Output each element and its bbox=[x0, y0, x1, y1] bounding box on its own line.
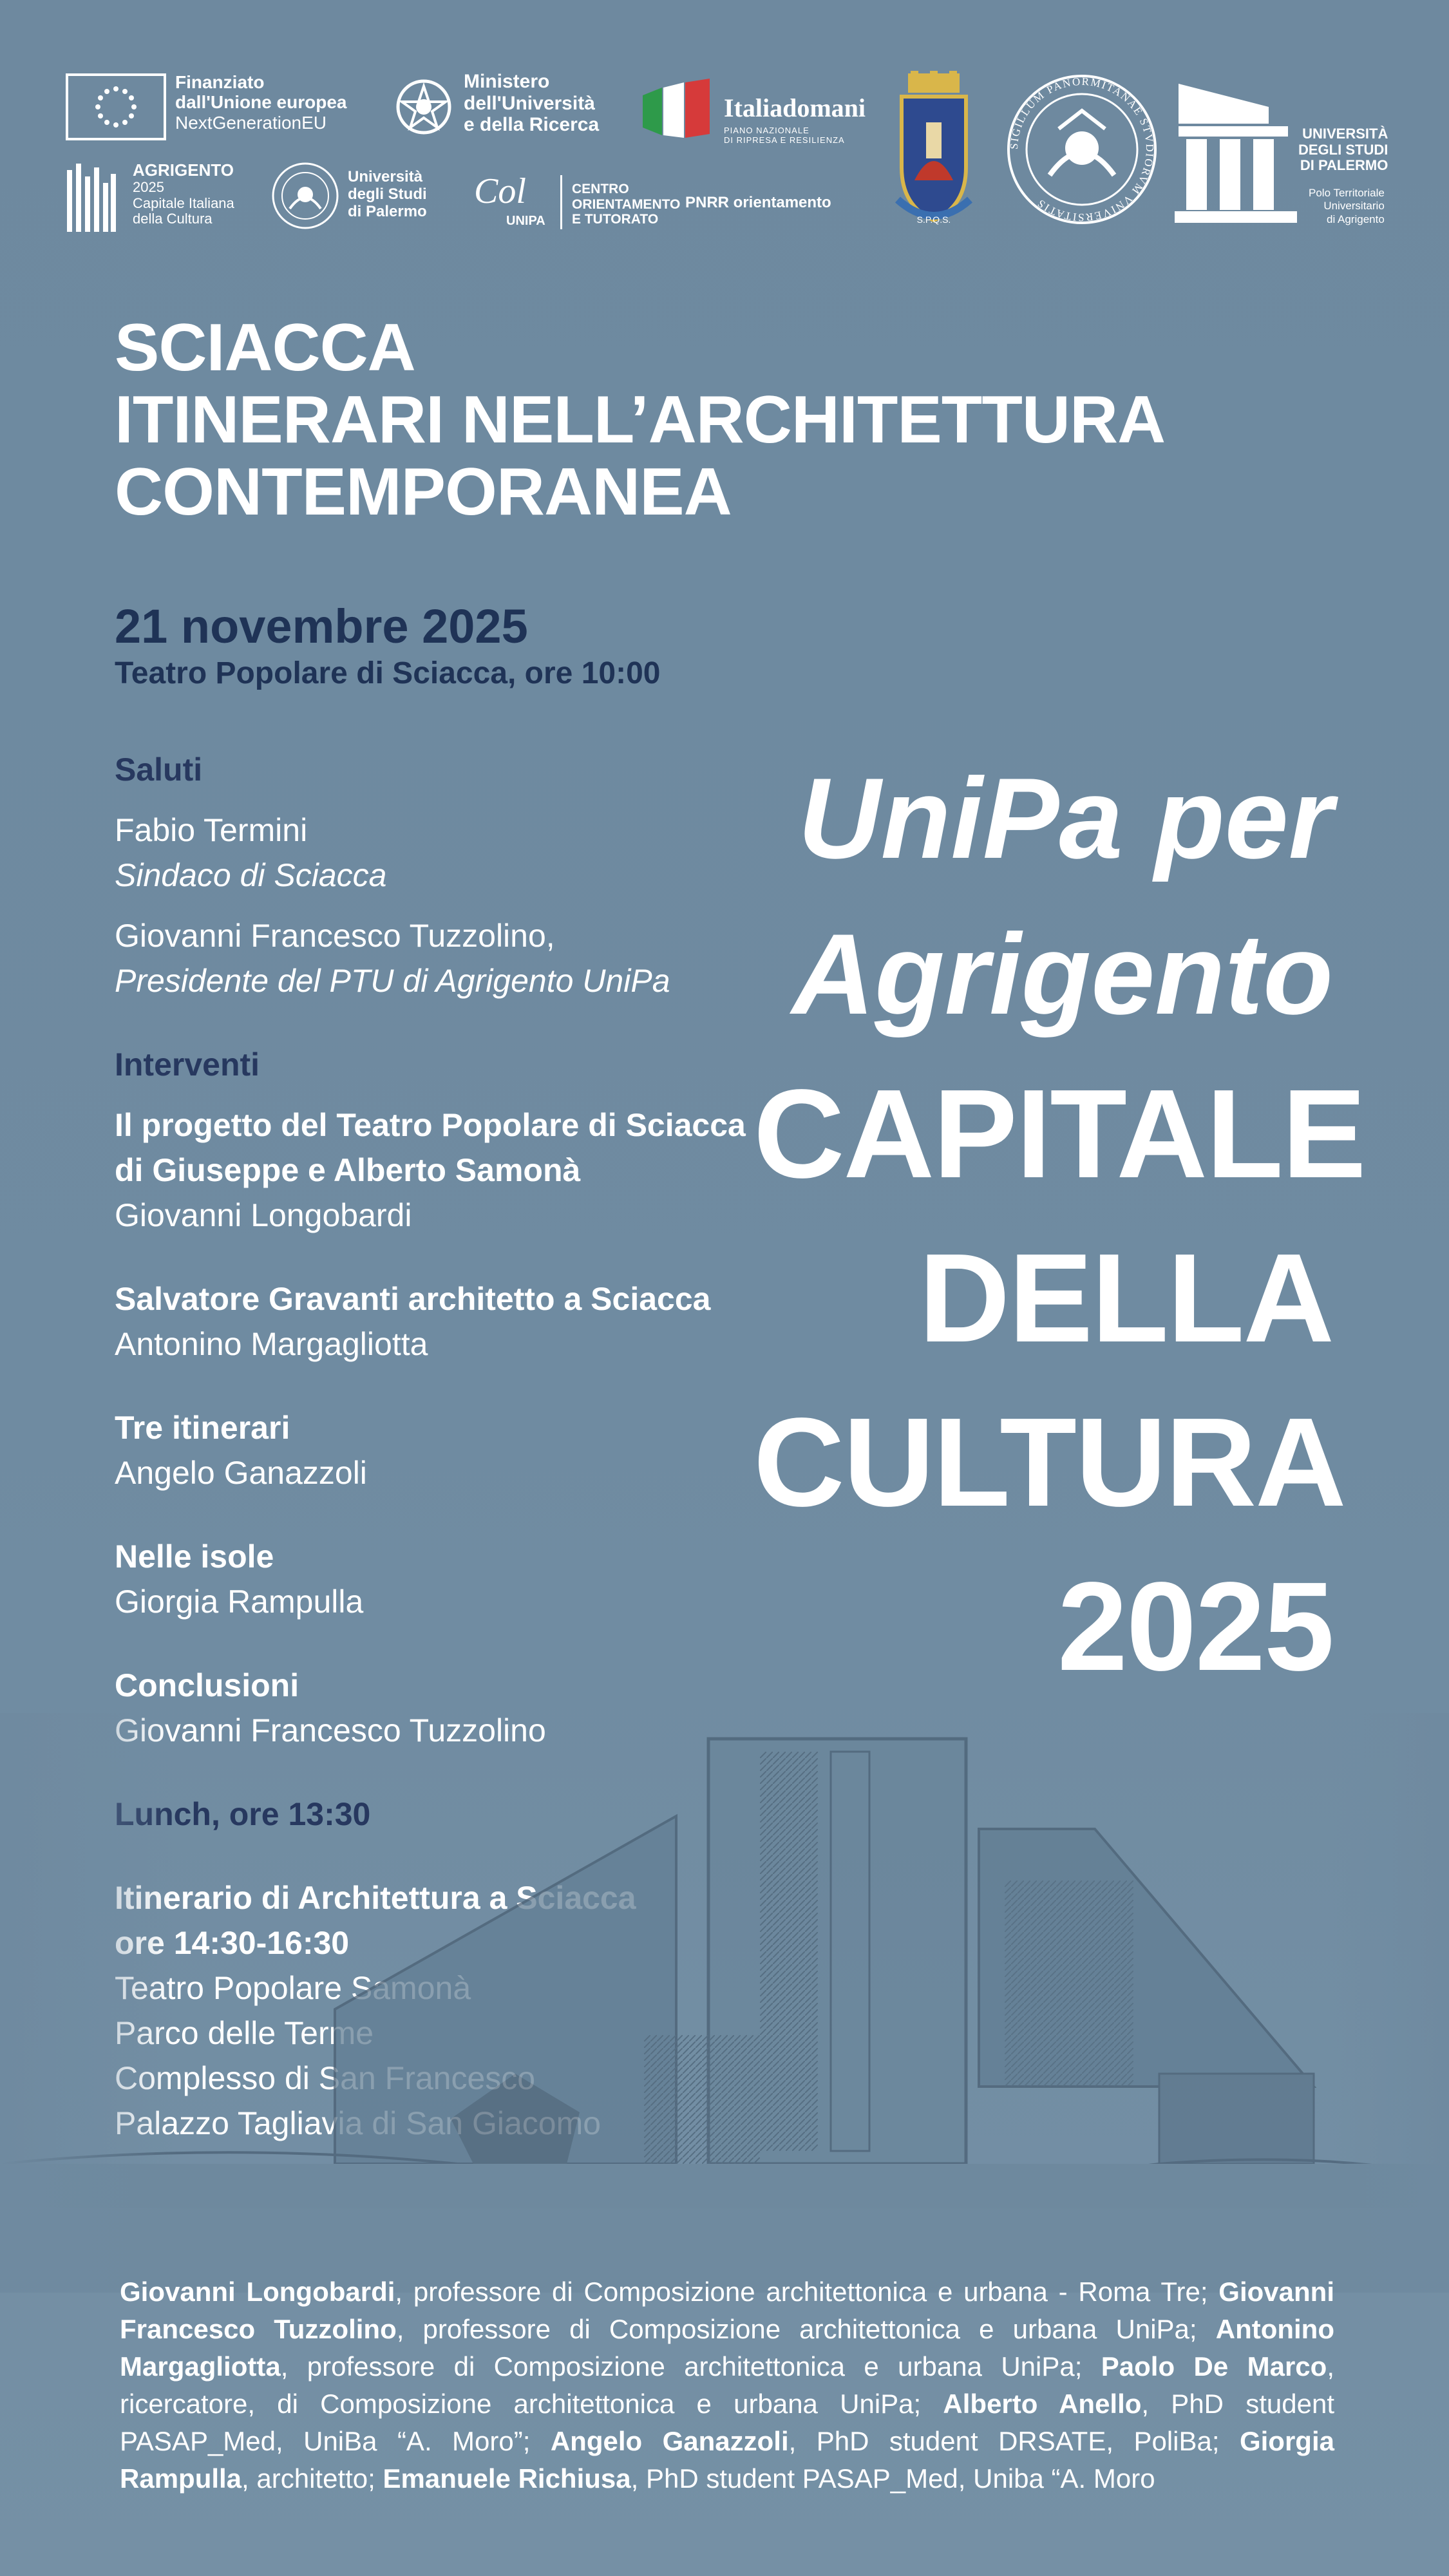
title-line-1: SCIACCA bbox=[115, 310, 415, 385]
agrigento-logo-text bbox=[133, 161, 234, 227]
unipa-sub3: di Agrigento bbox=[1327, 213, 1385, 225]
italiadomani-name: Italiadomani bbox=[724, 93, 866, 122]
headline-line-4: DELLA bbox=[918, 1227, 1333, 1368]
talk-title-cont: di Giuseppe e Alberto Samonà bbox=[115, 1152, 581, 1188]
headline-line-3: CAPITALE bbox=[753, 1063, 1365, 1205]
talk-title: Tre itinerari bbox=[115, 1410, 290, 1446]
pnrr-orientamento-label: PNRR orientamento bbox=[685, 194, 831, 211]
credit-name: Giovanni Francesco Tuzzolino bbox=[120, 2277, 1334, 2344]
sciacca-crest-icon bbox=[889, 71, 979, 232]
col-right1: CENTRO bbox=[572, 182, 629, 196]
credit-desc: , ricercatore, di Composizione architettonica e urbana UniPa; bbox=[120, 2351, 1334, 2419]
col-logo-text bbox=[572, 182, 680, 227]
saluti-role: Sindaco di Sciacca bbox=[115, 857, 387, 893]
italian-emblem-icon bbox=[394, 73, 453, 139]
crest-label: S.P.Q.S. bbox=[916, 214, 951, 225]
eu-flag-icon bbox=[66, 73, 166, 140]
col-logo-mark: Col bbox=[474, 171, 526, 211]
headline-line-1: UniPa per bbox=[798, 754, 1333, 882]
talk-speaker: Giorgia Rampulla bbox=[115, 1584, 364, 1620]
unipa-logo-subtitle bbox=[1309, 187, 1385, 226]
unipa-sub2: Universitario bbox=[1323, 200, 1385, 213]
saluti-role: Presidente del PTU di Agrigento UniPa bbox=[115, 963, 670, 999]
italiadomani-sub1: PIANO NAZIONALE bbox=[724, 126, 810, 135]
capitale-headline bbox=[753, 741, 1365, 1709]
credit-name: Giorgia Rampulla bbox=[120, 2425, 1334, 2494]
credit-name: Antonino Margagliotta bbox=[120, 2313, 1334, 2382]
saluti-heading: Saluti bbox=[115, 752, 203, 788]
saluti-name: Fabio Termini bbox=[115, 812, 308, 848]
talk-speaker: Angelo Ganazzoli bbox=[115, 1455, 367, 1491]
unipa-small-seal-icon bbox=[270, 161, 340, 231]
ministry-logo-text bbox=[464, 71, 599, 136]
theatre-sketch-illustration bbox=[0, 1713, 1449, 2293]
saluti-name: Giovanni Francesco Tuzzolino, bbox=[115, 918, 555, 954]
eu-line2: dall'Unione europea bbox=[175, 92, 347, 113]
university-seal-icon bbox=[1005, 72, 1159, 227]
unipa-small-logo-text bbox=[348, 169, 427, 221]
ministry-line2: dell'Università bbox=[464, 92, 595, 114]
col-right3: E TUTORATO bbox=[572, 212, 659, 227]
unipa-temple-icon bbox=[1172, 72, 1301, 227]
unipa-line1: UNIVERSITÀ bbox=[1302, 126, 1388, 142]
speaker-credits bbox=[120, 2273, 1334, 2497]
unipa-logo-text bbox=[1298, 126, 1388, 174]
credit-desc: , professore di Composizione architettonica e urbana UniPa; bbox=[280, 2351, 1101, 2382]
credit-desc: , professore di Composizione architettonica e urbana UniPa; bbox=[396, 2313, 1216, 2344]
headline-line-2: Agrigento bbox=[791, 910, 1333, 1039]
logo-strip bbox=[0, 0, 1449, 258]
talk-speaker: Antonino Margagliotta bbox=[115, 1326, 428, 1362]
title-line-2: ITINERARI NELL’ARCHITETTURA bbox=[115, 383, 1166, 457]
agrigento-2025-mark-icon bbox=[67, 164, 116, 232]
talk-title: Nelle isole bbox=[115, 1539, 274, 1575]
talk-title: Salvatore Gravanti architetto a Sciacca bbox=[115, 1281, 711, 1317]
italiadomani-subtitle bbox=[724, 126, 845, 145]
eu-line1: Finanziato bbox=[175, 72, 265, 92]
italiadomani-flag-icon bbox=[638, 76, 715, 140]
col-logo-sub: UNIPA bbox=[506, 214, 545, 228]
headline-line-6: 2025 bbox=[1057, 1555, 1333, 1697]
credit-name: Paolo De Marco bbox=[1101, 2351, 1327, 2382]
interventi-heading: Interventi bbox=[115, 1046, 260, 1083]
agrigento-line2: 2025 bbox=[133, 179, 164, 196]
credit-name: Angelo Ganazzoli bbox=[550, 2425, 789, 2456]
agrigento-line4: della Cultura bbox=[133, 211, 213, 227]
credit-desc: , professore di Composizione architettonica e urbana - Roma Tre; bbox=[395, 2277, 1219, 2307]
credit-name: Alberto Anello bbox=[943, 2388, 1142, 2419]
italiadomani-sub2: DI RIPRESA E RESILIENZA bbox=[724, 135, 845, 145]
talk-speaker: Giovanni Longobardi bbox=[115, 1197, 412, 1233]
credit-desc: , architetto; bbox=[242, 2463, 383, 2494]
eu-line3: NextGenerationEU bbox=[175, 112, 327, 133]
ministry-line1: Ministero bbox=[464, 71, 550, 92]
event-venue: Teatro Popolare di Sciacca, ore 10:00 bbox=[115, 656, 661, 690]
agrigento-line1: AGRIGENTO bbox=[133, 160, 234, 180]
headline-line-5: CULTURA bbox=[753, 1391, 1345, 1533]
unipa-sub1: Polo Territoriale bbox=[1309, 187, 1385, 199]
unipa-line2: DEGLI STUDI bbox=[1298, 141, 1388, 158]
credit-desc: , PhD student PASAP_Med, UniBa “A. Moro”; bbox=[120, 2388, 1335, 2456]
talk-title: Il progetto del Teatro Popolare di Sciacca bbox=[115, 1107, 746, 1143]
seal-ring-text: SIGILLUM PANORMITANAE STVDIORVM VNIVERSITATIS bbox=[1007, 75, 1157, 224]
credit-desc: , PhD student DRSATE, PoliBa; bbox=[788, 2425, 1240, 2456]
event-date: 21 novembre 2025 bbox=[115, 600, 528, 653]
talk-title: Conclusioni bbox=[115, 1667, 299, 1703]
title-line-3: CONTEMPORANEA bbox=[115, 455, 732, 529]
agrigento-line3: Capitale Italiana bbox=[133, 194, 234, 211]
unipa-small-line2: degli Studi bbox=[348, 185, 427, 203]
ministry-line3: e della Ricerca bbox=[464, 114, 600, 136]
credit-name: Emanuele Richiusa bbox=[383, 2463, 631, 2494]
eu-logo-text bbox=[175, 72, 346, 133]
unipa-small-line3: di Palermo bbox=[348, 202, 427, 220]
unipa-small-line1: Università bbox=[348, 168, 423, 185]
col-logo-divider bbox=[560, 175, 562, 229]
col-right2: ORIENTAMENTO bbox=[572, 196, 681, 212]
credit-desc: , PhD student PASAP_Med, Uniba “A. Moro bbox=[630, 2463, 1155, 2494]
unipa-line3: DI PALERMO bbox=[1300, 157, 1388, 174]
credit-name: Giovanni Longobardi bbox=[120, 2277, 395, 2307]
event-title bbox=[115, 310, 1209, 531]
